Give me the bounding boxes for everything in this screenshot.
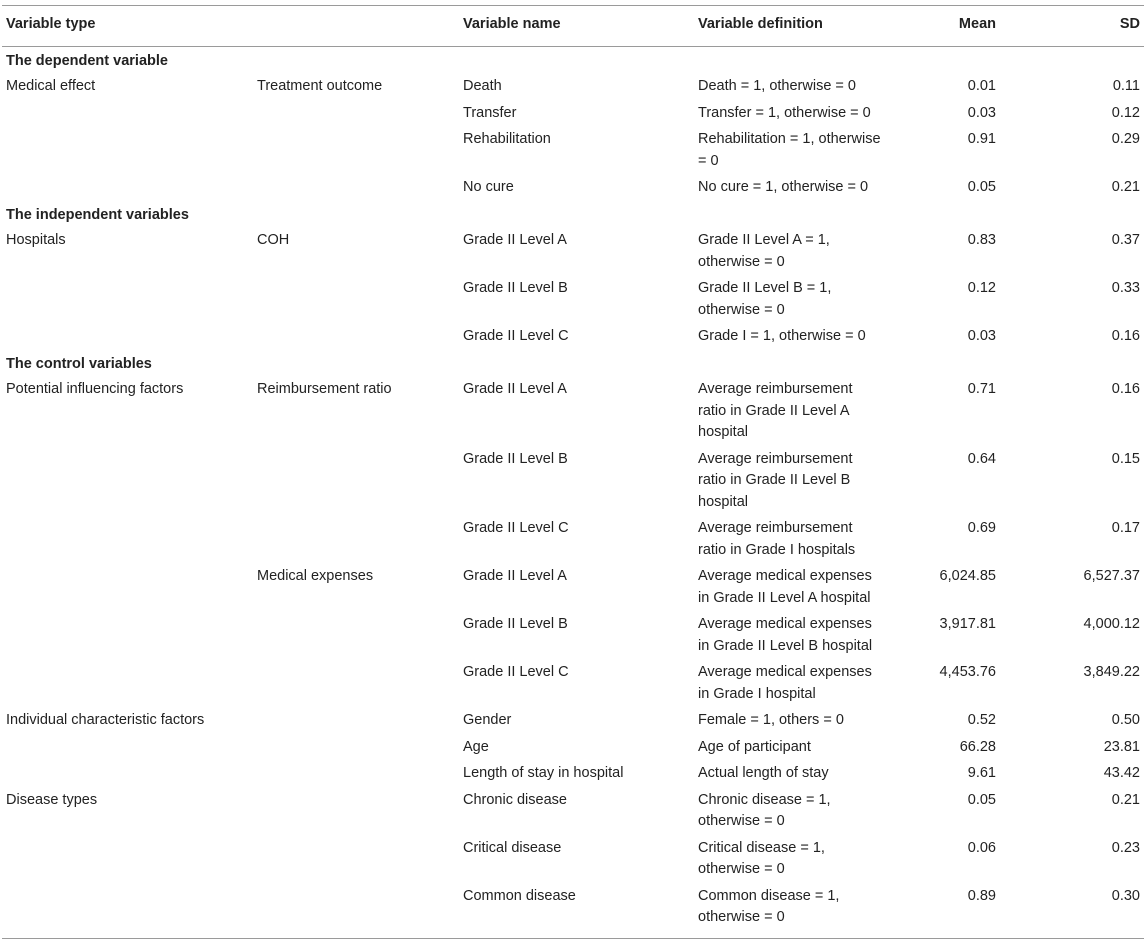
- table-row: [2, 100, 1144, 127]
- cell-variable-name: Death: [463, 78, 502, 94]
- table-row: [2, 174, 1144, 201]
- cell-variable-name: Gender: [463, 712, 512, 728]
- cell-variable-name: Transfer: [463, 104, 517, 121]
- cell-variable-name: Grade II Level A: [463, 568, 567, 584]
- cell-variable-subtype: COH: [257, 232, 290, 248]
- cell-variable-subtype: [253, 734, 459, 761]
- table-row: [2, 275, 1144, 323]
- cell-variable-subtype: Reimbursement ratio: [257, 381, 392, 397]
- table-row: [2, 883, 1144, 939]
- cell-mean: 0.05: [967, 791, 996, 808]
- table-row: [2, 707, 1144, 734]
- cell-mean: 6,024.85: [939, 568, 996, 584]
- cell-sd: 43.42: [1103, 765, 1140, 781]
- cell-variable-type: [2, 883, 253, 939]
- cell-variable-subtype: [253, 100, 459, 127]
- cell-variable-definition: Transfer = 1, otherwise = 0: [698, 104, 871, 121]
- cell-variable-subtype: [253, 787, 459, 835]
- cell-variable-subtype: [253, 275, 459, 323]
- cell-variable-subtype: [253, 659, 459, 707]
- table-row: [2, 126, 1144, 174]
- cell-variable-subtype: [253, 611, 459, 659]
- cell-variable-type: [2, 323, 253, 350]
- cell-variable-subtype: [253, 835, 459, 883]
- cell-variable-name: Common disease: [463, 887, 576, 904]
- cell-sd: 0.50: [1111, 712, 1140, 728]
- cell-sd: 3,849.22: [1083, 664, 1140, 680]
- cell-mean: 0.64: [967, 450, 996, 467]
- cell-variable-definition: Age of participant: [698, 738, 811, 755]
- cell-variable-name: Grade II Level C: [463, 328, 569, 344]
- header-row: [2, 6, 1144, 47]
- cell-variable-definition: Rehabilitation = 1, otherwise = 0: [698, 131, 881, 169]
- cell-mean: 0.69: [967, 520, 996, 536]
- cell-variable-type: Medical effect: [6, 78, 96, 94]
- cell-variable-subtype: [253, 126, 459, 174]
- cell-variable-definition: Grade I = 1, otherwise = 0: [698, 328, 866, 344]
- cell-variable-definition: Chronic disease = 1, otherwise = 0: [698, 791, 831, 829]
- cell-mean: 0.52: [967, 712, 996, 728]
- cell-variable-name: Grade II Level C: [463, 520, 569, 536]
- cell-variable-subtype: [253, 707, 459, 734]
- table-row: [2, 446, 1144, 516]
- cell-sd: 0.21: [1111, 791, 1140, 808]
- cell-variable-subtype: [253, 515, 459, 563]
- cell-variable-name: Rehabilitation: [463, 131, 551, 147]
- cell-variable-definition: Average medical expenses in Grade I hospital: [698, 664, 872, 702]
- cell-mean: 0.03: [967, 328, 996, 344]
- cell-sd: 0.11: [1112, 78, 1140, 94]
- cell-variable-type: [2, 100, 253, 127]
- cell-variable-type: [2, 126, 253, 174]
- cell-variable-type: [2, 760, 253, 787]
- cell-variable-type: [2, 611, 253, 659]
- cell-variable-name: Grade II Level A: [463, 381, 567, 397]
- table-row: [2, 515, 1144, 563]
- section-header-row: [2, 46, 1144, 73]
- table-row: [2, 323, 1144, 350]
- cell-variable-name: Critical disease: [463, 839, 562, 856]
- header-sd: SD: [1119, 16, 1140, 32]
- cell-variable-definition: Grade II Level B = 1, otherwise = 0: [698, 280, 832, 318]
- cell-mean: 0.91: [967, 131, 996, 147]
- table-header: [2, 6, 1144, 47]
- cell-mean: 9.61: [967, 765, 996, 781]
- cell-mean: 0.89: [967, 887, 996, 904]
- cell-mean: 0.01: [967, 78, 996, 94]
- cell-mean: 4,453.76: [939, 664, 996, 680]
- table-row: [2, 734, 1144, 761]
- cell-variable-definition: Average reimbursement ratio in Grade I hospitals: [698, 520, 856, 558]
- table-row: [2, 760, 1144, 787]
- cell-variable-name: Grade II Level B: [463, 450, 568, 467]
- cell-sd: 0.23: [1111, 839, 1140, 856]
- table-row: [2, 73, 1144, 100]
- cell-variable-subtype: Treatment outcome: [257, 78, 383, 94]
- table-row: [2, 376, 1144, 446]
- section-title: The independent variables: [6, 206, 189, 223]
- cell-variable-definition: Female = 1, others = 0: [698, 712, 844, 728]
- cell-variable-subtype: [253, 883, 459, 939]
- cell-variable-name: Chronic disease: [463, 791, 567, 808]
- cell-variable-type: Potential influencing factors: [6, 381, 184, 397]
- cell-variable-type: [2, 563, 253, 611]
- cell-variable-definition: Average medical expenses in Grade II Level A hospital: [698, 568, 872, 606]
- cell-mean: 0.06: [967, 839, 996, 856]
- cell-sd: 0.21: [1111, 179, 1140, 195]
- cell-mean: 0.71: [967, 381, 996, 397]
- table-row: [2, 563, 1144, 611]
- cell-mean: 66.28: [959, 738, 996, 755]
- table-row: [2, 227, 1144, 275]
- cell-variable-definition: Death = 1, otherwise = 0: [698, 78, 856, 94]
- cell-variable-definition: Average medical expenses in Grade II Level B hospital: [698, 616, 873, 654]
- section-header-row: [2, 201, 1144, 228]
- cell-variable-definition: Actual length of stay: [698, 765, 829, 781]
- cell-variable-type: Hospitals: [6, 232, 66, 248]
- cell-sd: 4,000.12: [1083, 616, 1140, 632]
- cell-variable-subtype: [253, 174, 459, 201]
- table-row: [2, 835, 1144, 883]
- cell-sd: 0.30: [1111, 887, 1140, 904]
- section-title: The control variables: [6, 355, 152, 372]
- cell-sd: 0.37: [1111, 232, 1140, 248]
- header-variable-name: Variable name: [463, 16, 561, 32]
- header-variable-type: Variable type: [6, 16, 96, 32]
- cell-variable-definition: Common disease = 1, otherwise = 0: [698, 887, 840, 925]
- cell-variable-type: [2, 174, 253, 201]
- table-row: [2, 787, 1144, 835]
- cell-variable-subtype: [253, 760, 459, 787]
- cell-variable-type: [2, 734, 253, 761]
- cell-variable-definition: No cure = 1, otherwise = 0: [698, 179, 869, 195]
- cell-variable-name: No cure: [463, 179, 514, 195]
- cell-variable-subtype: [253, 446, 459, 516]
- table-body: [2, 46, 1144, 938]
- cell-variable-definition: Grade II Level A = 1, otherwise = 0: [698, 232, 830, 270]
- cell-mean: 0.83: [967, 232, 996, 248]
- table-row: [2, 659, 1144, 707]
- cell-variable-type: [2, 275, 253, 323]
- cell-sd: 0.17: [1111, 520, 1140, 536]
- cell-variable-name: Grade II Level B: [463, 616, 568, 632]
- cell-variable-definition: Average reimbursement ratio in Grade II Level A hospital: [698, 381, 853, 440]
- cell-variable-type: Disease types: [6, 791, 98, 808]
- cell-sd: 0.15: [1111, 450, 1140, 467]
- cell-variable-name: Grade II Level B: [463, 280, 568, 296]
- cell-sd: 6,527.37: [1083, 568, 1140, 584]
- cell-variable-type: [2, 659, 253, 707]
- cell-sd: 0.12: [1111, 104, 1140, 121]
- cell-sd: 0.33: [1111, 280, 1140, 296]
- cell-variable-name: Length of stay in hospital: [463, 765, 624, 781]
- cell-variable-type: Individual characteristic factors: [6, 712, 205, 728]
- header-mean: Mean: [958, 16, 996, 32]
- cell-mean: 0.12: [967, 280, 996, 296]
- cell-variable-name: Grade II Level A: [463, 232, 567, 248]
- variables-table: [2, 5, 1144, 939]
- section-header-row: [2, 350, 1144, 377]
- cell-sd: 23.81: [1103, 738, 1140, 755]
- cell-variable-name: Age: [463, 738, 489, 755]
- cell-variable-subtype: Medical expenses: [257, 568, 374, 584]
- cell-sd: 0.29: [1111, 131, 1140, 147]
- cell-variable-definition: Average reimbursement ratio in Grade II Level B hospital: [698, 450, 853, 510]
- cell-variable-type: [2, 515, 253, 563]
- section-title: The dependent variable: [6, 52, 168, 69]
- cell-mean: 0.05: [967, 179, 996, 195]
- cell-mean: 0.03: [967, 104, 996, 121]
- cell-sd: 0.16: [1111, 381, 1140, 397]
- cell-variable-type: [2, 835, 253, 883]
- cell-variable-subtype: [253, 323, 459, 350]
- cell-sd: 0.16: [1111, 328, 1140, 344]
- cell-variable-type: [2, 446, 253, 516]
- header-variable-definition: Variable definition: [698, 16, 823, 32]
- cell-variable-name: Grade II Level C: [463, 664, 569, 680]
- table-row: [2, 611, 1144, 659]
- cell-variable-definition: Critical disease = 1, otherwise = 0: [698, 839, 825, 877]
- cell-mean: 3,917.81: [939, 616, 996, 632]
